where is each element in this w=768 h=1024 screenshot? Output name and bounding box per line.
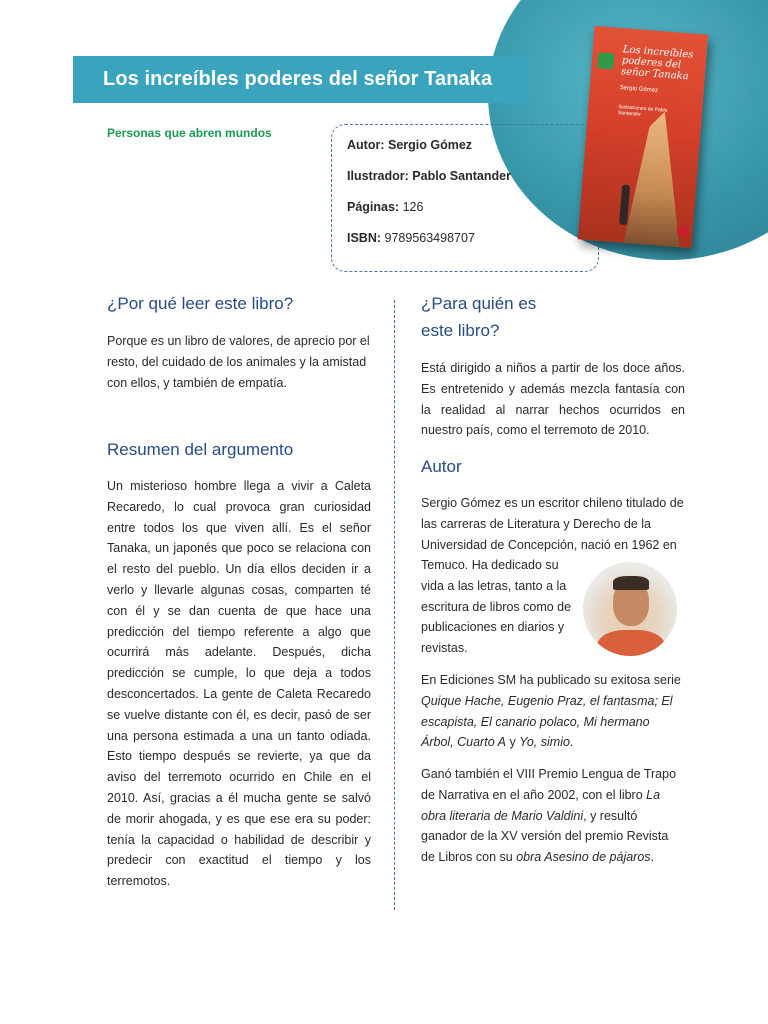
for-whom-heading-line-2: este libro?: [421, 321, 500, 340]
sm-logo-icon: [676, 225, 689, 238]
sm-last-work: Yo, simio: [519, 735, 570, 750]
isbn-value: 9789563498707: [384, 231, 475, 245]
author-photo-shirt: [597, 630, 665, 656]
isbn-label: ISBN:: [347, 231, 382, 245]
author-photo: [583, 562, 677, 656]
author-photo-hair: [613, 576, 649, 590]
author-heading: Autor: [421, 457, 462, 476]
awards-book-1: La obra literaria de Mario Valdini: [421, 787, 661, 823]
for-whom-text: Está dirigido a niños a partir de los doce años. Es entretenido y además mezcla fantasía con la realidad al narrar hechos ocurridos en nuestro país, como el terremoto de 2010.: [421, 361, 685, 438]
summary-heading: Resumen del argumento: [107, 440, 294, 459]
cover-title: Los increíbles poderes del señor Tanaka: [620, 44, 694, 83]
for-whom-heading-line-1: ¿Para quién es: [421, 294, 537, 313]
awards-part-2: , y resultó ganador de la XV versión del premio Revista de Libros con su: [421, 808, 669, 865]
pages-label: Páginas:: [347, 200, 400, 214]
pages-value: 126: [402, 200, 424, 214]
awards-part-1: Ganó también el VIII Premio Lengua de Trapo de Narrativa en el año 2002, con el libro: [421, 767, 677, 802]
illustrator-value: Pablo Santander: [412, 169, 511, 183]
author-label: Autor:: [347, 138, 385, 152]
author-bio-continued: Temuco. Ha dedicado su vida a las letras, tanto a la escritura de libros como de publicaciones en diarios y revistas.: [421, 558, 572, 656]
isbn-info: [347, 231, 475, 245]
pages-info: [347, 200, 423, 214]
cover-author: Sergio Gómez: [619, 85, 659, 95]
summary-text: Un misterioso hombre llega a vivir a Caleta Recaredo, lo cual provoca gran curiosidad entre todos los que viven allí. Es el señor Tanaka, un japonés que poco se relaciona con el resto del pueblo. Un día ellos deciden ir a verlo y llevarle algunas cosas, comparten té con él y se dan cuenta de que hace una predicción del tiempo referente a algo que ocurrirá más adelante. Después, dicha predicción se cumple, lo que deja a todos desconcertados. La gente de Caleta Recaredo se vuelve distante con él, es decir, pasó de ser una persona estimada a una un tanto odiada. Esto tiempo después se revierte, ya que da aviso del terremoto ocurrido en Chile en el 2010. Así, gracias a él mucha gente se salvó de morir ahogada, y es que ese era su poder: tenía la capacidad o habilidad de describir y predecir con exactitud el tiempo y los terremotos.: [107, 479, 371, 889]
illustrator-label: Ilustrador:: [347, 169, 409, 183]
awards-text: [421, 764, 685, 868]
publisher-logo-icon: [597, 52, 614, 69]
cover-figure-illustration: [619, 185, 630, 226]
sm-end: .: [569, 735, 574, 750]
sm-works-list: Quique Hache, Eugenio Praz, el fantasma; El escapista, El canario polaco, Mi hermano Árbol, Cuarto A: [421, 693, 673, 750]
sm-publications-text: [421, 670, 685, 753]
author-info: [347, 138, 472, 152]
title-banner: [73, 56, 527, 103]
author-value: Sergio Gómez: [387, 138, 473, 152]
awards-end: .: [650, 850, 655, 865]
sm-intro: En Ediciones SM ha publicado su exitosa serie: [421, 673, 681, 687]
book-cover-image: [578, 26, 708, 248]
illustrator-info: [347, 169, 511, 183]
why-read-text: Porque es un libro de valores, de aprecio por el resto, del cuidado de los animales y la amistad con ellos, y también de empatía.: [107, 334, 370, 390]
sm-and: y: [506, 735, 520, 750]
collection-label: Personas que abren mundos: [107, 126, 272, 140]
awards-book-2: obra Asesino de pájaros: [516, 850, 651, 865]
page-title: Los increíbles poderes del señor Tanaka: [103, 68, 493, 90]
column-divider: [394, 300, 395, 910]
cover-illustrator: Ilustraciones de Pablo Santander: [617, 103, 668, 118]
why-read-heading: ¿Por qué leer este libro?: [107, 294, 294, 313]
author-bio-intro: Sergio Gómez es un escritor chileno titulado de las carreras de Literatura y Derecho de la Universidad de Concepción, nació en 1962 en: [421, 496, 684, 552]
